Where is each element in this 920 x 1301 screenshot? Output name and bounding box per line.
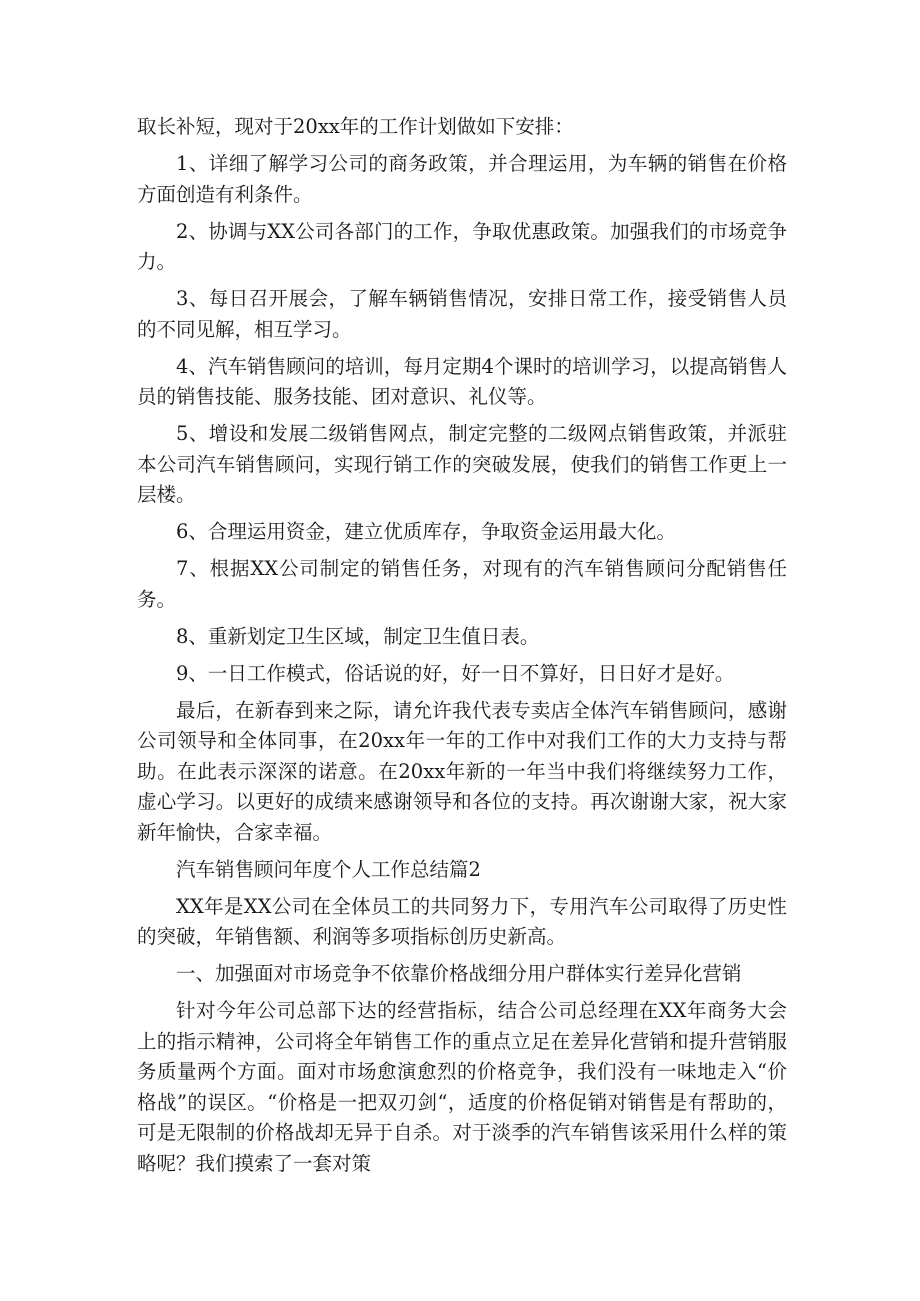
plan-item-4: 4、汽车销售顾问的培训，每月定期4个课时的培训学习，以提高销售人员的销售技能、服务技能、团对意识、礼仪等。 bbox=[137, 354, 787, 408]
plan-item-1: 1、详细了解学习公司的商务政策，并合理运用，为车辆的销售在价格方面创造有利条件。 bbox=[137, 152, 787, 206]
plan-item-7: 7、根据XX公司制定的销售任务，对现有的汽车销售顾问分配销售任务。 bbox=[137, 557, 787, 611]
plan-item-5: 5、增设和发展二级销售网点，制定完整的二级网点销售政策，并派驻本公司汽车销售顾问，实现行销工作的突破发展，使我们的销售工作更上一层楼。 bbox=[137, 422, 787, 506]
plan-item-3: 3、每日召开展会，了解车辆销售情况，安排日常工作，接受销售人员的不同见解，相互学习。 bbox=[137, 287, 787, 341]
plan-item-9: 9、一日工作模式，俗话说的好，好一日不算好，日日好才是好。 bbox=[176, 661, 735, 685]
subsection-heading: 一、加强面对市场竞争不依靠价格战细分用户群体实行差异化营销 bbox=[176, 962, 742, 985]
plan-item-2: 2、协调与XX公司各部门的工作，争取优惠政策。加强我们的市场竞争力。 bbox=[137, 219, 787, 273]
plan-item-6: 6、合理运用资金，建立优质库存，争取资金运用最大化。 bbox=[176, 520, 676, 543]
paragraph-intro: 取长补短，现对于20xx年的工作计划做如下安排： bbox=[137, 115, 574, 138]
summary-intro-paragraph: XX年是XX公司在全体员工的共同努力下，专用汽车公司取得了历史性的突破，年销售额、利润等多项指标创历史新高。 bbox=[137, 894, 787, 948]
plan-item-8: 8、重新划定卫生区域，制定卫生值日表。 bbox=[176, 624, 540, 648]
closing-paragraph: 最后，在新春到来之际，请允许我代表专卖店全体汽车销售顾问，感谢公司领导和全体同事，在20xx年一年的工作中对我们工作的大力支持与帮助。在此表示深深的诺意。在20xx年新的一年当中我们将继续努力工作，虚心学习。以更好的成绩来感谢领导和各位的支持。再次谢谢大家，祝大家新年愉快，合家幸福。 bbox=[137, 698, 787, 844]
strategy-paragraph: 针对今年公司总部下达的经营指标，结合公司总经理在XX年商务大会上的指示精神，公司将全年销售工作的重点立足在差异化营销和提升营销服务质量两个方面。面对市场愈演愈烈的价格竞争，我们没有一味地走入“价格战”的误区。“价格是一把双刃剑“，适度的价格促销对销售是有帮助的，可是无限制的价格战却无异于自杀。对于淡季的汽车销售该采用什么样的策略呢？我们摸索了一套对策 bbox=[137, 999, 787, 1175]
document-body bbox=[137, 112, 787, 1186]
section-title: 汽车销售顾问年度个人工作总结篇2 bbox=[176, 857, 481, 881]
